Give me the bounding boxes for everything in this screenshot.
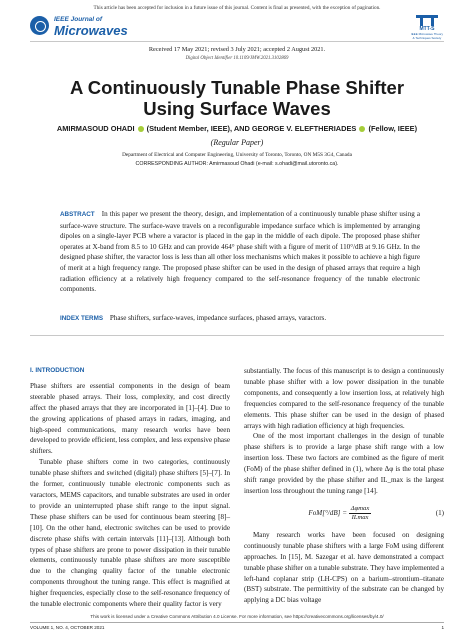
title-line-2: Using Surface Waves <box>143 98 331 119</box>
mtt-logo-icon <box>416 15 438 26</box>
paper-title <box>0 77 474 119</box>
corresponding-author: CORRESPONDING AUTHOR: Amirmasoud Ohadi (e-mail: s.ohadi@mail.utoronto.ca). <box>135 161 339 167</box>
index-terms <box>60 313 420 324</box>
equation-denominator: ILmax <box>351 513 369 521</box>
header-divider <box>30 41 444 42</box>
received-dates: Received 17 May 2021; revised 3 July 2021; accepted 2 August 2021. <box>148 46 326 53</box>
section-heading: I. INTRODUCTION <box>30 367 85 374</box>
ieee-logo-icon <box>30 16 49 35</box>
paragraph: Many research works have been focused on designing continuously tunable phase shifters with a large FoM using different approaches. In [15], M. Sazegar et al. have demonstrated a compact tunable phase shifter on a tunable substrate. They have implemented a left-hand coplanar strip (LH-CPS) on a barium–strontium–titanate (BST) substrate. The permittivity of the substrate can be changed by applying a DC bias voltage <box>244 530 444 605</box>
author-1: AMIRMASOUD OHADI <box>56 124 135 133</box>
abstract-label: ABSTRACT <box>60 211 95 218</box>
paragraph: Tunable phase shifters come in two categories, continuously tunable phase shifters and switched (digital) phase shifters [5]–[7]. In the former, continuously tunable electronic components such as varactors, MEMS capacitors, and tunable substrates are used in order to provide an uninterrupted phase shift range to the input signal. These phase shifters can be used for continuous beam steering [8]–[10]. On the other hand, electronic switches can be used to provide discrete phase shifts with certain intervals [11]–[13]. Although both types of phase shifters are prone to power dissipation in their tunable elements, continuously tunable phase shifters are more susceptible due to the changing quality factor of the tunable electronic components throughout the tuning range. This effect is magnified at higher frequencies, especially close to the self-resonance frequency of the tunable electronic components where their quality factor is very <box>30 458 230 609</box>
paper-type: (Regular Paper) <box>210 138 264 147</box>
journal-name: Microwaves <box>54 23 128 38</box>
affiliation: Department of Electrical and Computer Engineering, University of Toronto, Toronto, ON M5S 3G4, Canada <box>122 152 352 158</box>
journal-name-prefix: IEEE Journal of <box>54 16 103 23</box>
top-note: This article has been accepted for inclusion in a future issue of this journal. Content is final as presented, with the exception of pagination. <box>93 5 381 11</box>
right-column <box>244 366 444 606</box>
author-2-role: (Fellow, IEEE) <box>368 124 418 133</box>
title-line-1: A Continuously Tunable Phase Shifter <box>69 77 405 98</box>
equation-number: (1) <box>435 508 444 517</box>
abstract-text: In this paper we present the theory, design, and implementation of a continuously tunable phase shifter using a surface-wave structure. The surface-wave travels on a reconfigurable impedance surface which is implemented by arranging dipoles on a single-layer PCB where a varactor is placed in the gap in the middle of each dipole. The proposed phase shifter operates at X-band from 8.5 to 10 GHz and can provide 464° phase shift with a figure of merit of 110°/dB at 9.16 GHz. In the designed phase shifter, the varactor loss is less than all other loss mechanisms which makes it possible to achieve a high figure of merit at a high frequency range. The proposed phase shifter can be used in the design of phased arrays that require a high radiation efficiency at a relatively high frequency compared to the self-resonance frequency of the tunable electronic components. <box>60 210 421 294</box>
author-1-role: (Student Member, IEEE), AND GEORGE V. ELEFTHERIADES <box>146 124 357 133</box>
footer-divider <box>30 622 444 623</box>
abstract <box>60 209 420 295</box>
abstract-divider <box>30 335 444 336</box>
doi: Digital Object Identifier 10.1109/JMW.2021.3102869 <box>185 56 289 61</box>
paragraph: substantially. The focus of this manuscript is to design a continuously tunable phase shifter with a low power dissipation in the tunable components, and consequently a low insertion loss, at relatively high frequencies compared to the self-resonance frequency of the tunable elements. This phase shifter can be used in the design of phased arrays with high radiation efficiency at high frequencies. <box>244 367 444 430</box>
journal-masthead <box>30 15 444 39</box>
orcid-icon[interactable] <box>359 126 365 132</box>
equation-numerator: Δφmax <box>350 504 370 512</box>
paragraph: One of the most important challenges in the design of tunable phase shifters is to provide a large phase shift range with a low insertion loss. These two factors are combined as the figure of merit (FoM) of the phase shifter defined in (1), where Δφ is the total phase shift range provided by the phase shifter and IL_max is the largest insertion loss throughout the tuning range [14]. <box>244 432 444 495</box>
paragraph: Phase shifters are essential components in the design of beam steerable phased arrays. Their loss, complexity, and cost directly affect the phased arrays that they are incorporated in [1]–[4]. Due to the growing applications of phased arrays in radars, imaging, and high-speed communications, many research works have been developed to provide efficient, less complex, and less expensive phase shifters. <box>30 381 230 456</box>
equation-1 <box>244 501 444 526</box>
left-column <box>30 366 230 610</box>
license-notice: This work is licensed under a Creative Commons Attribution 4.0 License. For more information, see https://creativecommons.org/licenses/by/4.0/ <box>90 614 384 619</box>
equation-body <box>244 505 436 522</box>
society-tagline: IEEE Microwave Theory & Techniques Society <box>410 32 444 40</box>
page-number: 1 <box>441 625 444 630</box>
index-terms-label: INDEX TERMS <box>60 315 104 322</box>
mtt-society-logo <box>410 15 444 39</box>
equation-lhs: FoM[°/dB] = <box>308 509 347 517</box>
orcid-icon[interactable] <box>138 126 144 132</box>
author-line <box>0 124 474 133</box>
issue-info: VOLUME 1, NO. 4, OCTOBER 2021 <box>30 625 105 630</box>
equation-fraction <box>349 505 372 522</box>
index-terms-text: Phase shifters, surface-waves, impedance surfaces, phased arrays, varactors. <box>109 314 327 322</box>
society-name: MTT-S <box>419 26 435 32</box>
